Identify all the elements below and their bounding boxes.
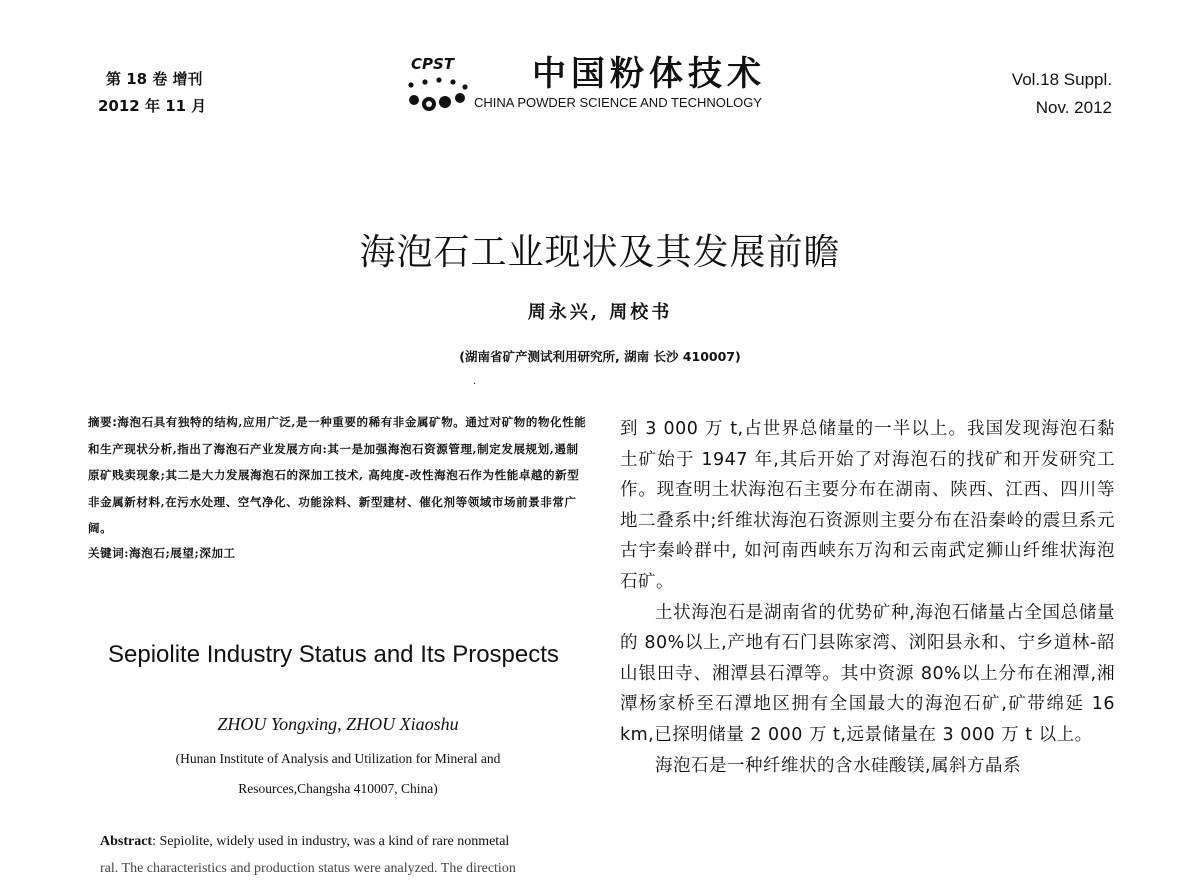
affiliation-en-line: (Hunan Institute of Analysis and Utilization for Mineral and [175, 751, 501, 766]
journal-issue-cn [84, 66, 206, 120]
keywords-cn-label: 关键词: [88, 545, 130, 560]
abstract-cn-text: 海泡石具有独特的结构,应用广泛,是一种重要的稀有非金属矿物。通过对矿物的物化性能和生产现状分析,指出了海泡石产业发展方向:其一是加强海泡石资源管理,制定发展规划,遏制原矿贱卖现象;其二是大力发展海泡石的深加工技术, 高纯度-改性海泡石作为性能卓越的新型非金属新材料,在污水处理、空气净化、功能涂料、新型建材、催化剂等领域市场前景非常广阔。 [88, 415, 587, 535]
logo-dot [409, 95, 419, 105]
paper-title: 海泡石工业现状及其发展前瞻 [359, 232, 841, 273]
body-paragraph: 土状海泡石是湖南省的优势矿种,海泡石储量占全国总储量的 80%以上,产地有石门县陈家湾、浏阳县永和、宁乡道林-韶山银田寺、湘潭县石潭等。其中资源 80%以上分布在湘潭,湘潭杨家桥至石潭地区拥有全国最大的海泡石矿,矿带绵延 16 km,已探明储量 2 000 万 t,远景储量在 3 000 万 t 以上。 [620, 602, 1115, 745]
body-text [620, 414, 1115, 781]
abstract-en-text: : Sepiolite, widely used in industry, was a kind of rare nonmetal [152, 834, 510, 849]
affiliation-en-line: Resources,Changsha 410007, China) [238, 781, 438, 796]
paper-title-en: Sepiolite Industry Status and Its Prospects [108, 641, 559, 668]
keywords-cn [88, 542, 588, 564]
paper-authors-en: ZHOU Yongxing, ZHOU Xiaoshu [217, 714, 459, 734]
journal-logo-icon [405, 47, 475, 113]
keywords-cn-text: 海泡石;展望;深加工 [129, 545, 236, 560]
abstract-en [100, 828, 590, 882]
logo-dot [422, 79, 427, 84]
abstract-cn-label: 摘要: [88, 415, 118, 429]
logo-dot-hole [426, 101, 432, 107]
separator-dot: · [473, 379, 477, 390]
journal-issue-en [1012, 66, 1112, 122]
journal-title-cn: 中国粉体技术 [532, 54, 766, 94]
abstract-en-text-cut: ral. The characteristics and production status were analyzed. The direction [100, 861, 516, 876]
abstract-cn-block [88, 409, 588, 564]
issue-volume-en: Vol.18 Suppl. [1011, 70, 1112, 89]
paper-affiliation-en [88, 744, 588, 804]
logo-dot [450, 79, 455, 84]
journal-title-en: CHINA POWDER SCIENCE AND TECHNOLOGY [474, 95, 762, 110]
abstract-en-label: Abstract [100, 834, 153, 849]
issue-volume-cn: 第 18 卷 增刊 [106, 70, 203, 88]
logo-dot [462, 84, 467, 89]
logo-text: CPST [411, 55, 455, 73]
abstract-cn [88, 409, 588, 542]
paper-authors: 周永兴, 周校书 [527, 302, 673, 323]
paper-affiliation: (湖南省矿产测试利用研究所, 湖南 长沙 410007) [459, 349, 741, 364]
logo-dot [436, 77, 441, 82]
logo-dot [439, 96, 451, 108]
body-paragraph: 海泡石是一种纤维状的含水硅酸镁,属斜方晶系 [655, 755, 1022, 776]
logo-dot [455, 93, 465, 103]
issue-date-cn: 2012 年 11 月 [98, 97, 207, 115]
issue-date-en: Nov. 2012 [1035, 98, 1112, 117]
logo-dot [408, 82, 413, 87]
body-paragraph: 到 3 000 万 t,占世界总储量的一半以上。我国发现海泡石黏土矿始于 1947 年,其后开始了对海泡石的找矿和开发研究工作。现查明土状海泡石主要分布在湖南、陕西、江西、四川等地二叠系中;纤维状海泡石资源则主要分布在沿秦岭的震旦系元古宇秦岭群中, 如河南西峡东万沟和云南武定狮山纤维状海泡石矿。 [620, 419, 1115, 592]
